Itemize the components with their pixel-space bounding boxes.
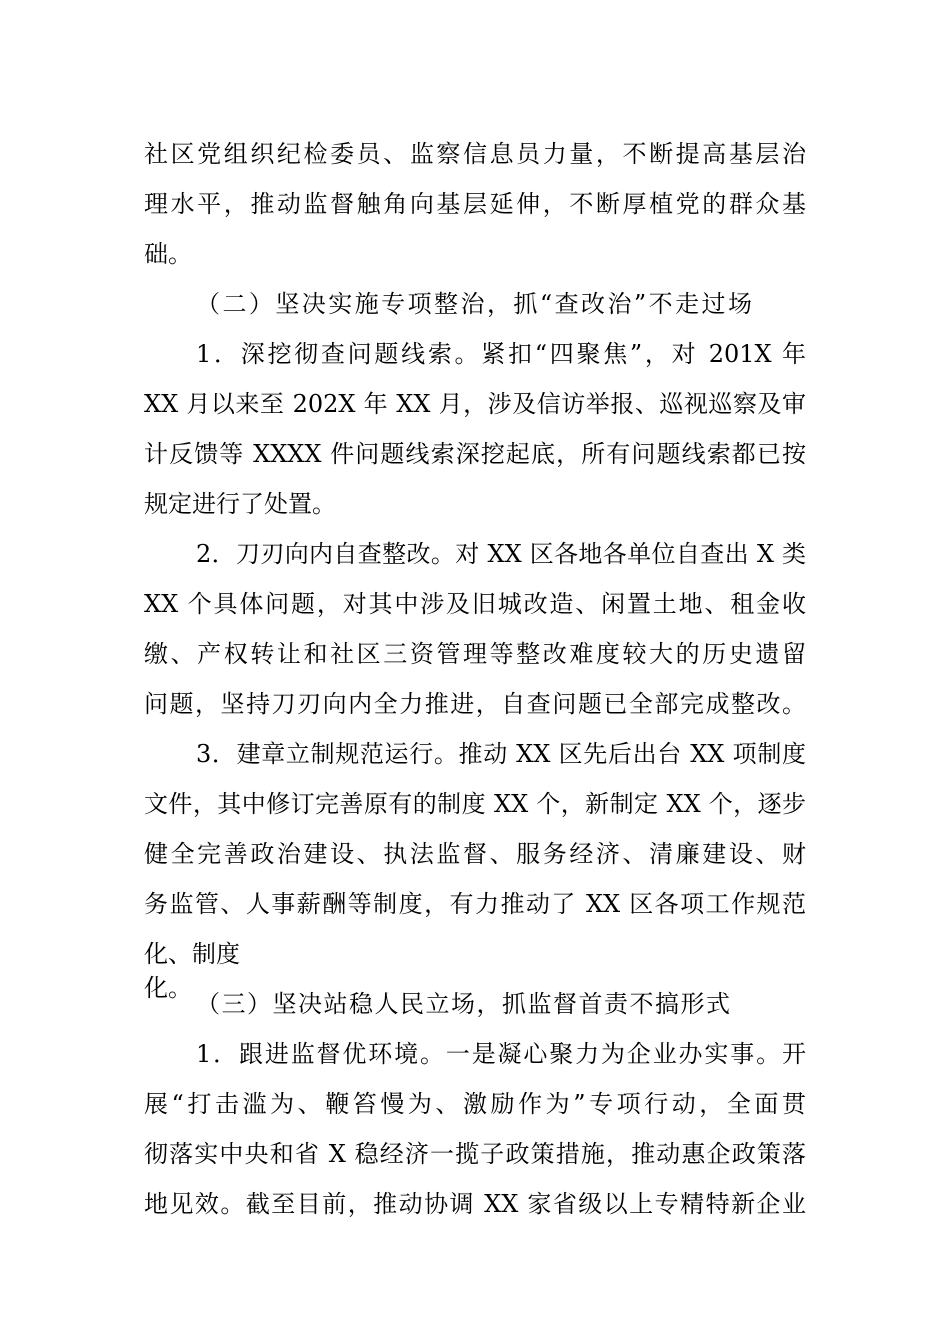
paragraph-text: 缴、产权转让和社区三资管理等整改难度较大的历史遗留 xyxy=(144,640,806,668)
text-line xyxy=(0,437,950,487)
text-line xyxy=(0,587,950,637)
paragraph-text: 2．刀刃向内自查整改。对 XX 区各地各单位自查出 X 类 xyxy=(196,540,806,568)
text-line xyxy=(0,687,950,737)
paragraph-text: 础。 xyxy=(144,240,192,268)
paragraph-text: 社区党组织纪检委员、监察信息员力量，不断提高基层治 xyxy=(144,140,806,168)
paragraph-text: 文件，其中修订完善原有的制度 XX 个，新制定 XX 个，逐步 xyxy=(144,790,806,818)
paragraph-text: 1．跟进监督优环境。一是凝心聚力为企业办实事。开 xyxy=(196,1040,806,1068)
paragraph-text: 理水平，推动监督触角向基层延伸，不断厚植党的群众基 xyxy=(144,190,806,218)
text-line xyxy=(0,937,950,1002)
text-line xyxy=(0,387,950,437)
section-heading xyxy=(0,287,950,337)
paragraph-text: 化、制度化。 xyxy=(144,940,240,1002)
paragraph-text: 计反馈等 XXXX 件问题线索深挖起底，所有问题线索都已按 xyxy=(144,440,806,468)
text-line xyxy=(0,637,950,687)
text-line xyxy=(0,1087,950,1137)
paragraph-text: 1．深挖彻查问题线索。紧扣“四聚焦”，对 201X 年 xyxy=(196,340,806,368)
text-line xyxy=(0,1187,950,1237)
paragraph-text: 展“打击滥为、鞭笞慢为、激励作为”专项行动，全面贯 xyxy=(144,1090,806,1118)
text-line xyxy=(0,187,950,237)
paragraph-text: 地见效。截至目前，推动协调 XX 家省级以上专精特新企业 xyxy=(144,1190,806,1218)
text-line xyxy=(0,887,950,937)
text-line xyxy=(0,237,950,287)
text-line xyxy=(0,737,950,787)
text-line xyxy=(0,337,950,387)
paragraph-text: 问题，坚持刀刃向内全力推进，自查问题已全部完成整改。 xyxy=(144,690,806,718)
paragraph-text: 务监管、人事薪酬等制度，有力推动了 XX 区各项工作规范 xyxy=(144,890,806,918)
text-line xyxy=(0,837,950,887)
text-line xyxy=(0,1037,950,1087)
section-heading xyxy=(0,987,950,1037)
heading-text: （二）坚决实施专项整治，抓“查改治”不走过场 xyxy=(196,290,752,318)
text-line xyxy=(0,137,950,187)
paragraph-text: XX 月以来至 202X 年 XX 月，涉及信访举报、巡视巡察及审 xyxy=(144,390,806,418)
paragraph-text: XX 个具体问题，对其中涉及旧城改造、闲置土地、租金收 xyxy=(144,590,806,618)
paragraph-text: 健全完善政治建设、执法监督、服务经济、清廉建设、财 xyxy=(144,840,806,868)
paragraph-text: 规定进行了处置。 xyxy=(144,490,336,518)
text-line xyxy=(0,537,950,587)
paragraph-text: 3．建章立制规范运行。推动 XX 区先后出台 XX 项制度 xyxy=(196,740,806,768)
text-line xyxy=(0,487,950,537)
heading-text: （三）坚决站稳人民立场，抓监督首责不搞形式 xyxy=(196,990,730,1018)
paragraph-text: 彻落实中央和省 X 稳经济一揽子政策措施，推动惠企政策落 xyxy=(144,1140,806,1168)
text-line xyxy=(0,787,950,837)
text-line xyxy=(0,1137,950,1187)
